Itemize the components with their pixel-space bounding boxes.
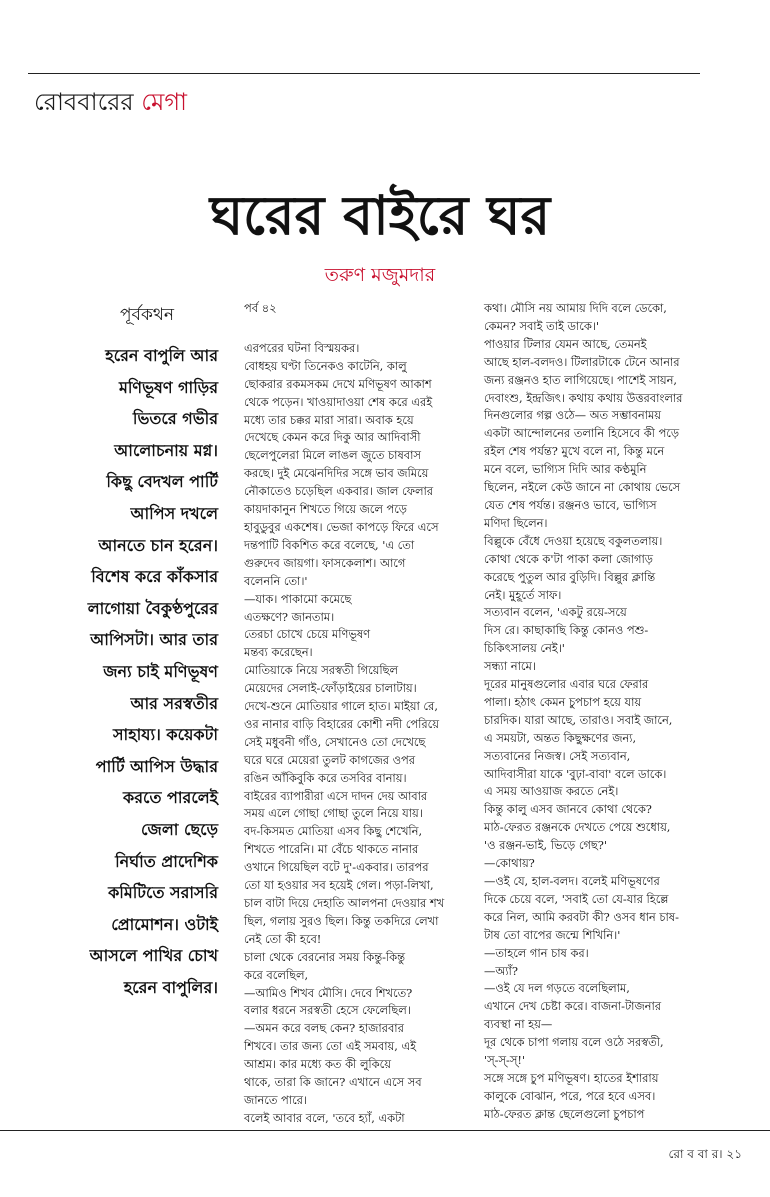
article-line: থাকে, তারা কি জানে? এখানে এসে সব: [244, 1075, 422, 1090]
article-line: চালা থেকে বেরনোর সময় কিন্তু-কিন্তু: [244, 949, 406, 964]
article-line: —কোথায়?: [484, 856, 535, 871]
article-line: যেত শেষ পর্যন্ত। রঞ্জনও ভাবে, ভাগ্যিস: [484, 497, 657, 512]
article-line: এরপরের ঘটনা বিস্ময়কর।: [244, 340, 360, 355]
article-line: মোতিয়াকে নিয়ে সরস্বতী গিয়েছিল: [244, 663, 399, 678]
article-line: এ সময়টা, অন্তত কিছুক্ষণের জন্য,: [484, 730, 637, 745]
sidebar-line: কমিটিতে সরাসরি: [108, 883, 218, 903]
article-line: 'ও রঞ্জন-ভাই, ভিড়ে গেছ?': [484, 838, 608, 853]
article-line: শিখতে পারেনি। মা বেঁচে থাকতে নানার: [244, 842, 419, 857]
sidebar-line: ভিতরে গভীর: [132, 409, 218, 429]
sidebar-heading: পূর্বকথন: [120, 305, 175, 325]
sidebar-line: সাহায্য। কয়েকটা: [112, 725, 218, 745]
article-line: সন্ধ্যা নামে।: [484, 659, 536, 674]
article-line: দেখেছে কেমন করে দিকু আর আদিবাসী: [244, 430, 421, 445]
article-line: জন্য রঞ্জনও হাত লাগিয়েছে। পাশেই সায়ন,: [484, 372, 677, 387]
article-line: চিকিৎসালয় নেই।': [484, 641, 565, 656]
article-line: নৌকাতেও চড়েছিল একবার। জাল ফেলার: [244, 484, 434, 499]
article-line: —অ্যাঁ?: [484, 963, 518, 978]
article-line: শিখবে। তার জন্য তো এই সমবায়, এই: [244, 1039, 417, 1054]
article-line: ব্যবস্থা না হয়—: [484, 1017, 553, 1032]
article-line: ওখানে গিয়েছিল বটে দু'-একবার। তারপর: [244, 860, 429, 875]
article-line: করে বলেছিল,: [244, 967, 309, 982]
article-line: ছিলেন, নইলে কেউ জানে না কোথায় ভেসে: [484, 480, 681, 495]
article-line: মেয়েদের সেলাই-ফোঁড়াইয়ের চালাটায়।: [244, 681, 417, 696]
byline: তরুণ মজুমদার: [324, 264, 436, 286]
article-line: সেই মধুবনী গাঁও, সেখানেও তো দেখেছে: [244, 734, 426, 749]
article-line: মাঠ-ফেরত ক্লান্ত ছেলেগুলো চুপচাপ: [484, 1106, 645, 1121]
article-line: কথা। মৌসি নয় আমায় দিদি বলে ডেকো,: [484, 301, 667, 315]
sidebar-line: প্রোমোশন। ওটাই: [111, 914, 218, 934]
page-footer: রো ব বা র। ২১: [668, 1147, 742, 1161]
article-line: আদিবাসীরা যাকে 'বুঢ়া-বাবা' বলে ডাকে।: [484, 766, 667, 781]
article-line: এ সময় আওয়াজ করতে নেই।: [484, 784, 619, 799]
sidebar-line: বিশেষ করে কাঁকসার: [91, 567, 218, 587]
article-line: পালা। হঠাৎ কেমন চুপচাপ হয়ে যায়: [484, 694, 642, 709]
article-line: করছে। দুই মেঝেনদিদির সঙ্গে ভাব জমিয়ে: [244, 466, 429, 481]
article-line: 'স্-স্-স্!': [484, 1053, 526, 1068]
article-line: বাইরের ব্যাপারীরা এসে দাদন দেয় আবার: [244, 788, 428, 803]
article-line: দিস রে। কাছাকাছি কিন্তু কোনও পশু-: [484, 623, 649, 638]
sidebar-line: নির্ঘাত প্রাদেশিক: [115, 851, 218, 871]
article-line: ছোকরার রকমসকম দেখে মণিভূষণ আকাশ: [244, 376, 432, 391]
sidebar-line: আসলে পাখির চোখ: [89, 946, 218, 966]
article-line: বিল্লুকে বেঁধে দেওয়া হয়েছে বকুলতলায়।: [484, 533, 663, 548]
sidebar-line: আপিসটা। আর তার: [90, 630, 218, 650]
article-line: মনে বলে, ভাগ্যিস দিদি আর কণ্ঠমুনি: [484, 462, 647, 477]
section-label: [34, 86, 187, 118]
article-column-2: [484, 300, 702, 1124]
article-line: —অমন করে বলছ কেন? হাজারবার: [244, 1021, 404, 1036]
article-line: এতক্ষণে? জানতাম।: [244, 609, 335, 624]
article-line: বোধহয় ঘণ্টা তিনেকও কাটেনি, কালু: [244, 358, 407, 373]
article-line: ঘরে ঘরে মেয়েরা তুলট কাগজের ওপর: [244, 752, 416, 767]
sidebar-line: লাগোয়া বৈকুণ্ঠপুরের: [87, 598, 218, 618]
article-line: ছেলেপুলেরা মিলে লাঙল জুতে চাষবাস: [244, 448, 421, 463]
article-line: —যাক। পাকামো কমেছে: [244, 591, 352, 606]
article-line: গুরুদেব জায়গা। ফাসকেলাশ। আগে: [244, 555, 406, 570]
bottom-rule: [0, 1130, 770, 1131]
sidebar-line: মণিভূষণ গাড়ির: [118, 377, 218, 397]
sidebar-line: হরেন বাপুলি আর: [105, 346, 218, 365]
article-line: তেরচা চোখে চেয়ে মণিভূষণ: [244, 627, 371, 642]
article-line: দন্তপাটি বিকশিত করে বলেছে, 'এ তো: [244, 537, 415, 552]
article-line: রইল শেষ পর্যন্ত? মুখে বলে না, কিন্তু মনে: [484, 444, 665, 459]
article-line: দেবাংশু, ইন্দ্রজিৎ। কথায় কথায় উত্তরবাংলার: [484, 390, 683, 405]
article-line: —ওই যে দল গড়তে বলেছিলাম,: [484, 981, 630, 996]
sidebar-line: কিছু বেদখল পার্টি: [106, 472, 218, 492]
section-label-accent: মেগা: [141, 88, 188, 116]
article-line: বলেই আবার বলে, 'তবে হ্যাঁ, একটা: [244, 1110, 405, 1125]
article-line: একটা আন্দোলনের তলানি হিসেবে কী পড়ে: [484, 426, 680, 441]
article-line: মণিদা ছিলেন।: [484, 515, 548, 530]
sidebar-line: জেলা ছেড়ে: [141, 819, 218, 839]
article-line: সঙ্গে সঙ্গে চুপ মণিভূষণ। হাতের ইশারায়: [484, 1070, 659, 1085]
sidebar-line: আনতে চান হরেন।: [98, 535, 218, 555]
article-line: —ওই যে, হাল-বলদ। বলেই মণিভূষণের: [484, 874, 660, 888]
article-line: পাওয়ার টিলার যেমন আছে, তেমনই: [484, 336, 647, 351]
article-line: —আমিও শিখব মৌসি। দেবে শিখতে?: [244, 985, 413, 1000]
article-line: বলার ধরনে সরস্বতী হেসে ফেলেছিল।: [244, 1003, 411, 1018]
article-line: দেখে-শুনে মোতিয়ার গালে হাত। মাইয়া রে,: [244, 699, 438, 714]
top-rule: [28, 73, 700, 74]
article-line: সত্যবান বলেন, 'একটু রয়ে-সয়ে: [484, 605, 627, 620]
article-line: আছে হাল-বলদও। টিলারটাকে টেনে আনার: [484, 354, 680, 369]
sidebar-line: হরেন বাপুলির।: [123, 977, 218, 997]
article-line: করেছে পুতুল আর বুড়িদি। বিল্লুর ক্লান্তি: [484, 569, 656, 584]
article-column-1: [244, 300, 469, 1128]
sidebar-line: করতে পারলেই: [123, 788, 218, 808]
article-line: আশ্রম। কার মধ্যে কত কী লুকিয়ে: [244, 1057, 391, 1072]
section-label-plain: রোববারের: [34, 88, 134, 116]
article-line: সত্যবানের নিজস্ব। সেই সত্যবান,: [484, 748, 631, 763]
article-line: কেমন? সবাই তাই ডাকে।': [484, 318, 599, 333]
article-line: বদ-কিসমত মোতিয়া এসব কিছু শেখেনি,: [244, 824, 423, 839]
sidebar-line: আর সরস্বতীর: [130, 693, 218, 713]
article-line: দিনগুলোর গল্প ওঠে— অত সম্ভাবনাময়: [484, 408, 662, 423]
article-line: টাষ তো বাপের জন্মে শিখিনি।': [484, 927, 621, 942]
article-line: নেই। মুহূর্তে সাফ।: [484, 587, 562, 602]
article-line: কায়দাকানুন শিখতে গিয়ে জলে পড়ে: [244, 502, 407, 517]
article-line: দূর থেকে চাপা গলায় বলে ওঠে সরস্বতী,: [484, 1035, 664, 1050]
article-line: —তাহলে গান চাষ কর।: [484, 945, 589, 960]
article-line: মধ্যে তার চক্কর মারা সারা। অবাক হয়ে: [244, 412, 414, 427]
article-line: ওর নানার বাড়ি বিহারের কোশী নদী পেরিয়ে: [244, 716, 439, 731]
sidebar-summary: [34, 340, 218, 1003]
article-line: এখানে দেখ চেষ্টা করে। বাজনা-টাজনার: [484, 999, 662, 1014]
article-line: রঙিন আঁকিবুকি করে তসবির বানায়।: [244, 770, 407, 785]
article-line: কিন্তু কালু এসব জানবে কোথা থেকে?: [484, 802, 652, 817]
sidebar-line: আপিস দখলে: [130, 503, 218, 523]
episode-label: পর্ব ৪২: [244, 301, 277, 315]
article-line: বলেননি তো।': [244, 573, 308, 588]
article-line: মন্তব্য করেছেন।: [244, 645, 313, 660]
article-line: হাবুডুবুর একশেষ। ভেজা কাপড়ে ফিরে এসে: [244, 519, 439, 534]
sidebar-line: জন্য চাই মণিভূষণ: [103, 661, 218, 681]
article-line: দিকে চেয়ে বলে, 'সবাই তো যে-যার হিল্লে: [484, 891, 669, 906]
article-line: কালুকে বোঝান, পরে, পরে হবে এসব।: [484, 1088, 656, 1103]
article-line: নেই তো কী হবে!: [244, 931, 322, 946]
article-line: কোথা থেকে ক'টা পাকা কলা জোগাড়: [484, 551, 653, 566]
article-line: মাঠ-ফেরত রঞ্জনকে দেখতে পেয়ে শুধোয়,: [484, 820, 671, 835]
article-line: সময় এলে গোছা গোছা তুলে নিয়ে যায়।: [244, 806, 423, 821]
article-line: ছিল, গলায় সুরও ছিল। কিন্তু তকদিরে লেখা: [244, 913, 439, 928]
article-line: চারদিক। যারা আছে, তারাও। সবাই জানে,: [484, 712, 673, 727]
article-line: চাল বাটা দিয়ে দেহাতি আলপনা দেওয়ার শখ: [244, 896, 445, 910]
sidebar-line: পার্টি আপিস উদ্ধার: [95, 756, 218, 776]
article-line: জানতে পারে।: [244, 1092, 307, 1107]
article-line: করে নিল, আমি করবটা কী? ওসব ধান চাষ-: [484, 909, 679, 924]
article-line: দূরের মানুষগুলোর এবার ঘরে ফেরার: [484, 677, 649, 692]
sidebar-line: আলোচনায় মগ্ন।: [114, 440, 218, 460]
article-line: তো যা হওয়ার সব হয়েই গেল। পড়া-লিখা,: [244, 878, 434, 893]
headline: ঘরের বাইরে ঘর: [209, 184, 551, 247]
article-line: থেকে পড়েন। খাওয়াদাওয়া শেষ করে এরই: [244, 394, 433, 409]
